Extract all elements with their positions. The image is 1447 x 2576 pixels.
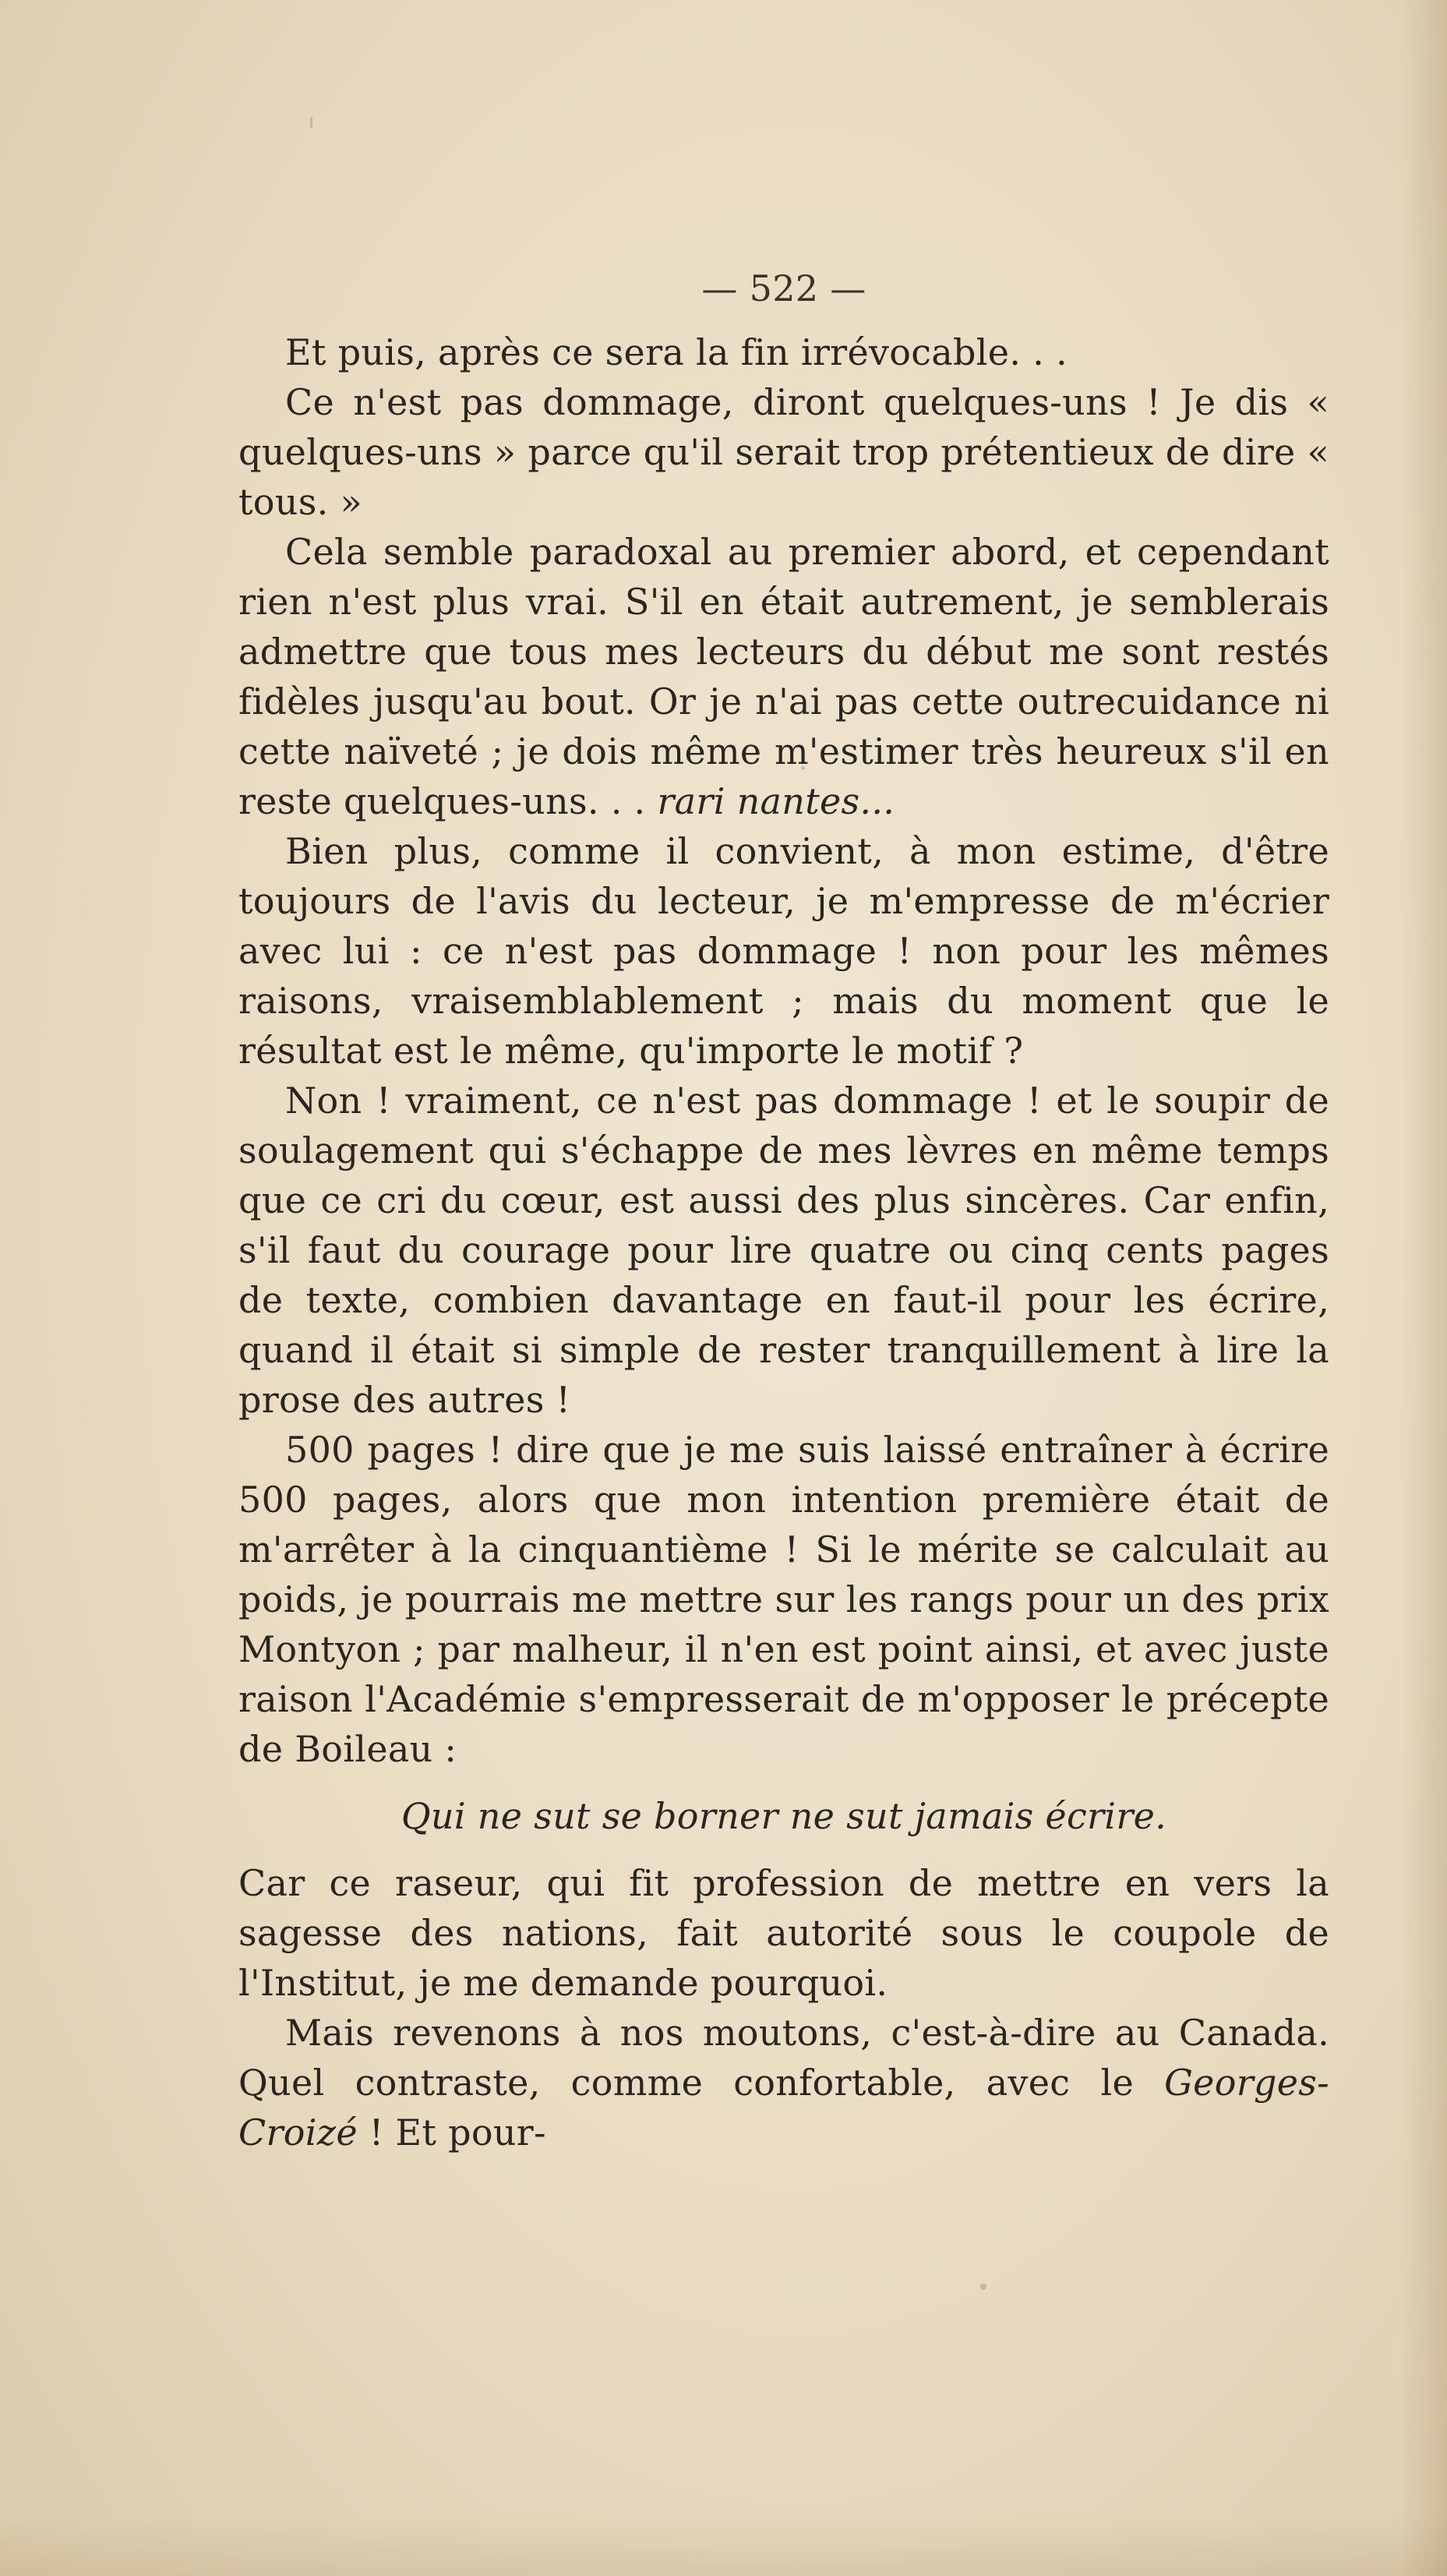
page-body [238, 327, 1329, 2157]
page-bottom-shadow [0, 2514, 1447, 2576]
paragraph-1: Et puis, après ce sera la fin irrévocable. . . [285, 331, 1068, 373]
paragraph-2: Ce n'est pas dommage, diront quelques-uns ! Je dis « quelques-uns » parce qu'il serait trop prétentieux de dire « tous. » [238, 381, 1329, 523]
paragraph-3-text: Cela semble paradoxal au premier abord, et cependant rien n'est plus vrai. S'il en était autrement, je semblerais admettre que tous mes lecteurs du début me sont restés fidèles jusqu'au bout. Or je n'ai pas cette outrecuidance ni cette naïveté ; je dois même m'estimer très heureux s'il en reste quelques-uns. . . [238, 531, 1329, 822]
paragraph-last [238, 2008, 1329, 2157]
page-number: — 522 — [701, 267, 866, 309]
ship-name: Georges-Croizé [238, 2062, 1329, 2154]
paper-speck [980, 2284, 986, 2290]
paper-speck [310, 117, 312, 128]
page-edge-shadow [1400, 0, 1447, 2576]
boileau-quote: Qui ne sut se borner ne sut jamais écrire. [401, 1795, 1167, 1837]
paragraph-6: 500 pages ! dire que je me suis laissé entraîner à écrire 500 pages, alors que mon intention première était de m'arrêter à la cinquantième ! Si le mérite se calculait au poids, je pourrais me mettre sur les rangs pour un des prix Montyon ; par malheur, il n'en est point ainsi, et avec juste raison l'Académie s'empresserait de m'opposer le précepte de Boileau : [238, 1429, 1329, 1770]
paragraph-3 [238, 527, 1329, 826]
paragraph-after-quote: Car ce raseur, qui fit profession de mettre en vers la sagesse des nations, fait autorité sous le coupole de l'Institut, je me demande pourquoi. [238, 1862, 1329, 2004]
latin-phrase: rari nantes... [657, 780, 895, 822]
paragraph-4: Bien plus, comme il convient, à mon estime, d'être toujours de l'avis du lecteur, je m'empresse de m'écrier avec lui : ce n'est pas dommage ! non pour les mêmes raisons, vraisemblablement ; mais du moment que le résultat est le même, qu'importe le motif ? [238, 830, 1329, 1072]
paragraph-last-text: Mais revenons à nos moutons, c'est-à-dire au Canada. Quel contraste, comme confortable, avec le [238, 2012, 1329, 2104]
paragraph-5: Non ! vraiment, ce n'est pas dommage ! et le soupir de soulagement qui s'échappe de mes lèvres en même temps que ce cri du cœur, est aussi des plus sincères. Car enfin, s'il faut du courage pour lire quatre ou cinq cents pages de texte, combien davantage en faut-il pour les écrire, quand il était si simple de rester tranquillement à lire la prose des autres ! [238, 1080, 1329, 1421]
paragraph-last-end: ! Et pour- [357, 2111, 546, 2154]
